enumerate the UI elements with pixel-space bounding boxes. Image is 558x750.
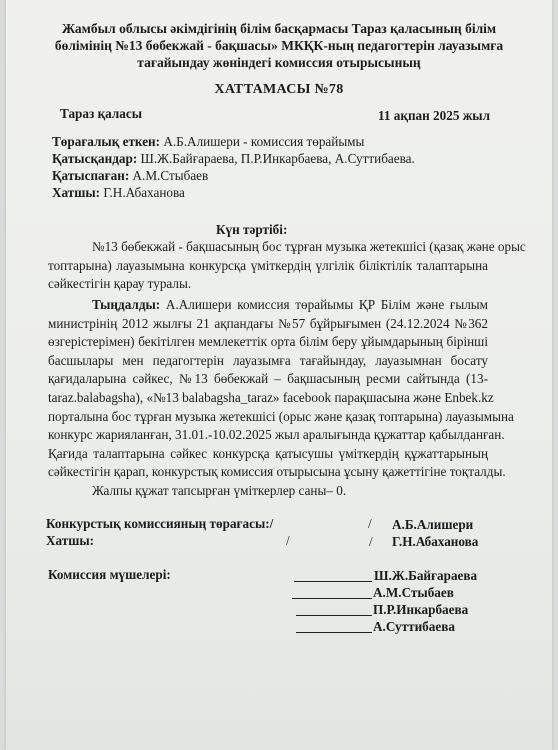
agenda-line: №13 бөбекжай - бақшасының бос тұрған музыка жетекшісі (қазақ және орыс (92, 239, 526, 254)
heard-line: taraz.balabagsha), «№13 balabagsha_taraz» facebook парақшасына және Enbek.kz (48, 389, 494, 405)
date: 11 ақпан 2025 жыл (378, 108, 490, 123)
member-name: А.М.Стыбаев (373, 585, 454, 600)
secretary-label: Хатшы: (46, 533, 95, 548)
agenda-line: топтарына) лауазымына конкурсқа үміткердің үлгілік біліктілік талаптарына (48, 257, 488, 273)
attendee-row-absent (52, 168, 208, 184)
heard-line: конкурс жарияланған, 31.01.-10.02.2025 жыл аралығында құжаттар қабылданған. (48, 427, 505, 443)
attendee-label: Қатысқандар: (52, 151, 138, 166)
attendee-row-secretary (52, 185, 185, 201)
header-line-3: тағайындау жөніндегі комиссия отырысының (137, 55, 421, 70)
attendee-label: Хатшы: (52, 185, 101, 200)
place: Тараз қаласы (60, 106, 143, 121)
agenda-heading: Күн тәртібі: (216, 222, 288, 237)
document-sheet (6, 0, 552, 750)
member-name: А.Суттибаева (373, 619, 455, 634)
heard-line: министрінің 2012 жылғы 21 ақпандағы №57 бұйрығымен (24.12.2024 №362 (48, 315, 488, 331)
attendee-value: Ш.Ж.Байғараева, П.Р.Инкарбаева, А.Суттибаева. (137, 151, 415, 166)
secretary-slash-left: / (286, 533, 290, 548)
heard-line: сәйкестігін қарап, конкурстық комиссия отырысына ұсыну қажеттігіне тоқталды. (48, 464, 506, 480)
heard-line: қағидаларына сәйкес, №13 бөбекжай – бақшасының ресми сайтында (13- (48, 371, 488, 387)
attendee-value: Г.Н.Абаханова (100, 185, 185, 200)
attendee-value: А.Б.Алишери - комиссия төрайымы (160, 134, 365, 149)
heard-line: Қағида талаптарына сәйкес конкурсқа қатысушы үміткердің құжаттарының (48, 445, 488, 461)
heard-first-line (48, 296, 488, 315)
heard-line: басшылары мен педагогтерін лауазымға тағайындау, лауазымнан босату (48, 352, 488, 368)
signature-line (296, 615, 372, 616)
heard-first-line-text: А.Алишери комиссия төрайымы ҚР Білім және ғылым (160, 297, 488, 312)
heard-label: Тыңдалды: (92, 297, 161, 312)
heard-paragraph (48, 296, 514, 501)
signature-line (296, 632, 372, 633)
attendee-value: А.М.Стыбаев (129, 168, 209, 183)
chair-slash: / (368, 516, 372, 531)
attendee-label: Төрағалық еткен: (52, 134, 161, 149)
agenda-line: сәйкестігін қарау туралы. (48, 276, 192, 292)
secretary-slash-right: / (369, 534, 373, 549)
secretary-name: Г.Н.Абаханова (392, 534, 479, 549)
attendee-row-present (52, 151, 415, 167)
chair-label: Конкурстық комиссияның төрағасы:/ (46, 516, 274, 531)
member-name: Ш.Ж.Байғараева (374, 568, 478, 583)
attendee-label: Қатыспаған: (52, 168, 130, 183)
header-line-1: Жамбыл облысы әкімдігінің білім басқармасы Тараз қаласының білім (61, 21, 497, 36)
member-name: П.Р.Инкарбаева (373, 602, 469, 617)
signature-line (294, 581, 372, 582)
heard-line: өзгерістерімен) бекітілген мемлекеттік орта білім беру ұйымдарының бірінші (48, 334, 488, 350)
chair-name: А.Б.Алишери (392, 517, 474, 532)
header-line-2: бөлімінің №13 бөбекжай - бақшасы» МКҚК-ның педагогтерін лауазымға (54, 38, 504, 53)
document-title: ХАТТАМАСЫ №78 (214, 82, 344, 97)
members-label: Комиссия мүшелері: (48, 567, 171, 582)
attendee-row-chair (52, 134, 364, 150)
signature-line (292, 598, 372, 599)
heard-line: порталына бос тұрған музыка жетекшісі (орыс және қазақ топтарына) лауазымына (48, 408, 514, 424)
agenda-paragraph (48, 238, 526, 294)
heard-total: Жалпы құжат тапсырған үміткерлер саны– 0. (92, 482, 347, 498)
